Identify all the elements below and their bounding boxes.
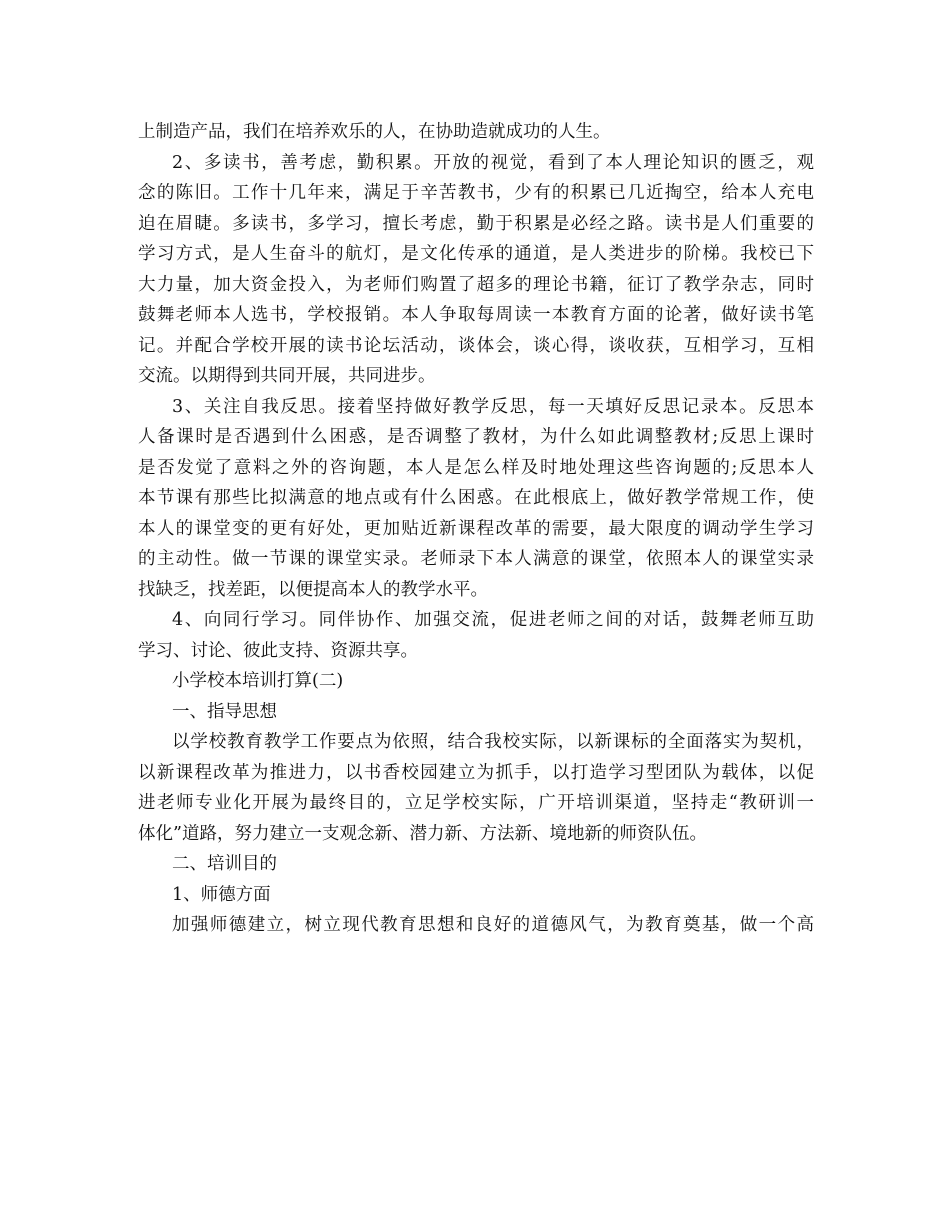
text-line: 交流。以期得到共同开展，共同进步。 (138, 366, 436, 386)
text-line: 小学校本培训打算(二) (172, 671, 344, 691)
document-page (138, 117, 814, 941)
text-line: 本人的课堂变的更有好处，更加贴近新课程改革的需要，最大限度的调动学生学习 (138, 518, 814, 539)
text-line: 体化”道路，努力建立一支观念新、潜力新、方法新、境地新的师资队伍。 (138, 823, 707, 844)
text-line: 二、培训目的 (172, 854, 277, 874)
text-line: 以新课程改革为推进力，以书香校园建立为抓手，以打造学习型团队为载体，以促 (138, 762, 814, 783)
text-line: 的主动性。做一节课的课堂实录。老师录下本人满意的课堂，依照本人的课堂实录 (138, 549, 814, 569)
text-line: 3、关注自我反思。接着坚持做好教学反思，每一天填好反思记录本。反思本 (172, 396, 814, 417)
text-line: 2、多读书，善考虑，勤积累。开放的视觉，看到了本人理论知识的匮乏，观 (172, 152, 814, 173)
text-line: 4、向同行学习。同伴协作、加强交流，促进老师之间的对话，鼓舞老师互助 (172, 610, 814, 630)
text-line: 找缺乏，找差距，以便提高本人的教学水平。 (138, 579, 488, 600)
text-line: 1、师德方面 (172, 884, 271, 905)
text-line: 迫在眉睫。多读书，多学习，擅长考虑，勤于积累是必经之路。读书是人们重要的 (138, 213, 814, 234)
text-line: 进老师专业化开展为最终目的，立足学校实际，广开培训渠道，坚持走“教研训一 (138, 793, 814, 813)
text-line: 加强师德建立，树立现代教育思想和良好的道德风气，为教育奠基，做一个高 (172, 915, 814, 935)
text-line: 本节课有那些比拟满意的地点或有什么困惑。在此根底上，做好教学常规工作，使 (138, 488, 814, 508)
text-line: 上制造产品，我们在培养欢乐的人，在协助造就成功的人生。 (138, 122, 611, 142)
text-line: 一、指导思想 (172, 701, 277, 722)
text-line: 鼓舞老师本人选书，学校报销。本人争取每周读一本教育方面的论著，做好读书笔 (138, 305, 814, 325)
text-line: 人备课时是否遇到什么困惑，是否调整了教材，为什么如此调整教材;反思上课时 (138, 427, 814, 447)
text-line: 大力量，加大资金投入，为老师们购置了超多的理论书籍，征订了教学杂志，同时 (138, 274, 814, 295)
text-line: 念的陈旧。工作十几年来，满足于辛苦教书，少有的积累已几近掏空，给本人充电 (138, 183, 814, 203)
text-line: 是否发觉了意料之外的咨询题，本人是怎么样及时地处理这些咨询题的;反思本人 (138, 457, 814, 478)
text-line: 学习方式，是人生奋斗的航灯，是文化传承的通道，是人类进步的阶梯。我校已下 (138, 244, 814, 264)
text-line: 记。并配合学校开展的读书论坛活动，谈体会，谈心得，谈收获，互相学习，互相 (138, 335, 814, 356)
text-line: 学习、讨论、彼此支持、资源共享。 (138, 640, 418, 661)
text-line: 以学校教育教学工作要点为依照，结合我校实际，以新课标的全面落实为契机， (172, 732, 814, 752)
